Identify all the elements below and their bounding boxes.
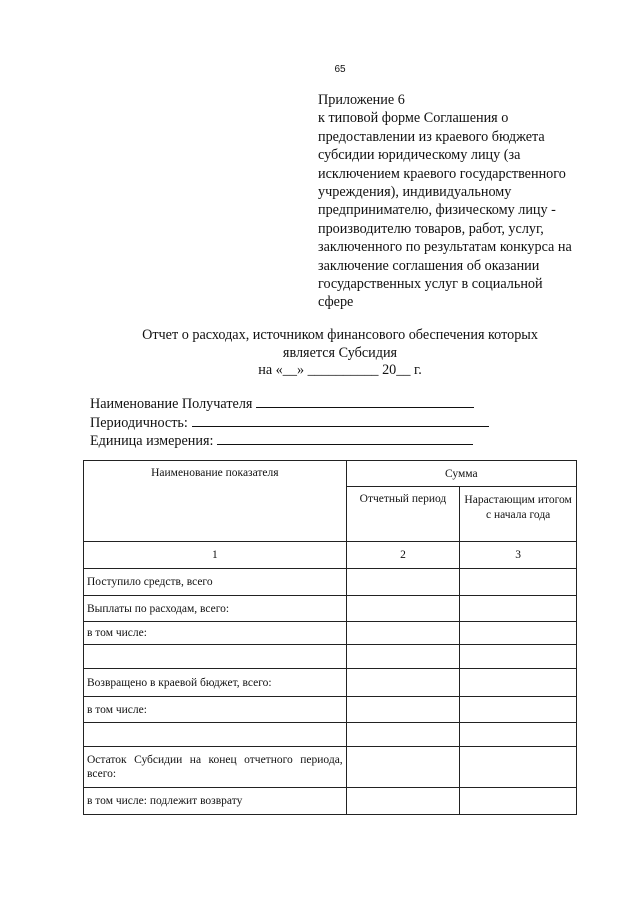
page-number: 65: [334, 64, 346, 75]
table-row: [84, 669, 577, 697]
appendix-line: учреждения), индивидуальному: [318, 184, 512, 201]
report-title: [0, 327, 640, 380]
table-row: [84, 645, 577, 669]
value-cell[interactable]: [460, 723, 577, 747]
unit-blank[interactable]: [217, 432, 473, 445]
table-row: [84, 723, 577, 747]
appendix-line: Приложение 6: [318, 92, 405, 108]
recipient-field: [90, 395, 510, 414]
row-label: Остаток Субсидии на конец отчетного периода, всего:: [84, 747, 347, 788]
report-table: [83, 460, 577, 815]
value-cell[interactable]: [460, 747, 577, 788]
appendix-line: субсидии юридическому лицу (за: [318, 147, 521, 164]
row-label: [84, 723, 347, 747]
value-cell[interactable]: [460, 569, 577, 596]
header-indicator: Наименование показателя: [84, 461, 347, 542]
unit-field: [90, 432, 510, 451]
value-cell[interactable]: [460, 645, 577, 669]
table-row: [84, 747, 577, 788]
periodicity-field: [90, 414, 510, 433]
appendix-line: предпринимателю, физическому лицу -: [318, 202, 556, 219]
value-cell[interactable]: [346, 723, 460, 747]
column-number-row: [84, 542, 577, 569]
value-cell[interactable]: [460, 697, 577, 723]
appendix-line: предоставлении из краевого бюджета: [318, 128, 545, 145]
row-label: в том числе:: [84, 622, 347, 645]
appendix-line: государственных услуг в социальной: [318, 276, 543, 293]
value-cell[interactable]: [346, 669, 460, 697]
column-number: 2: [346, 542, 460, 569]
row-label: [84, 645, 347, 669]
appendix-header: [318, 91, 608, 312]
periodicity-label: Периодичность:: [90, 414, 188, 431]
table-row: [84, 569, 577, 596]
row-label: в том числе: подлежит возврату: [84, 788, 347, 815]
row-label: Возвращено в краевой бюджет, всего:: [84, 669, 347, 697]
unit-label: Единица измерения:: [90, 433, 214, 449]
value-cell[interactable]: [346, 645, 460, 669]
column-number: 1: [84, 542, 347, 569]
value-cell[interactable]: [460, 788, 577, 815]
table-header-row: [84, 461, 577, 487]
value-cell[interactable]: [346, 788, 460, 815]
table-row: [84, 697, 577, 723]
row-label: в том числе:: [84, 697, 347, 723]
value-cell[interactable]: [460, 596, 577, 622]
appendix-line: заключение соглашения об оказании: [318, 257, 540, 274]
value-cell[interactable]: [346, 697, 460, 723]
periodicity-blank[interactable]: [192, 414, 489, 427]
value-cell[interactable]: [346, 747, 460, 788]
report-date-line: на «__» __________ 20__ г.: [258, 362, 422, 378]
table-row: [84, 788, 577, 815]
table-row: [84, 622, 577, 645]
header-cumulative: Нарастающим итогом с начала года: [460, 487, 577, 542]
value-cell[interactable]: [460, 669, 577, 697]
appendix-line: производителю товаров, работ, услуг,: [318, 220, 544, 237]
report-fields: [90, 395, 510, 451]
appendix-line: сфере: [318, 294, 354, 311]
title-line: Отчет о расходах, источником финансового обеспечения которых: [142, 327, 538, 343]
header-sum: Сумма: [346, 461, 576, 487]
title-line: является Субсидия: [282, 344, 398, 361]
appendix-line: к типовой форме Соглашения о: [318, 110, 509, 127]
recipient-blank[interactable]: [256, 395, 474, 408]
column-number: 3: [460, 542, 577, 569]
table-row: [84, 596, 577, 622]
value-cell[interactable]: [346, 622, 460, 645]
recipient-label: Наименование Получателя: [90, 396, 253, 412]
value-cell[interactable]: [460, 622, 577, 645]
value-cell[interactable]: [346, 569, 460, 596]
header-period: Отчетный период: [346, 487, 460, 542]
appendix-line: заключенного по результатам конкурса на: [318, 239, 572, 256]
value-cell[interactable]: [346, 596, 460, 622]
row-label: Поступило средств, всего: [84, 569, 347, 596]
row-label: Выплаты по расходам, всего:: [84, 596, 347, 622]
appendix-line: исключением краевого государственного: [318, 165, 566, 182]
